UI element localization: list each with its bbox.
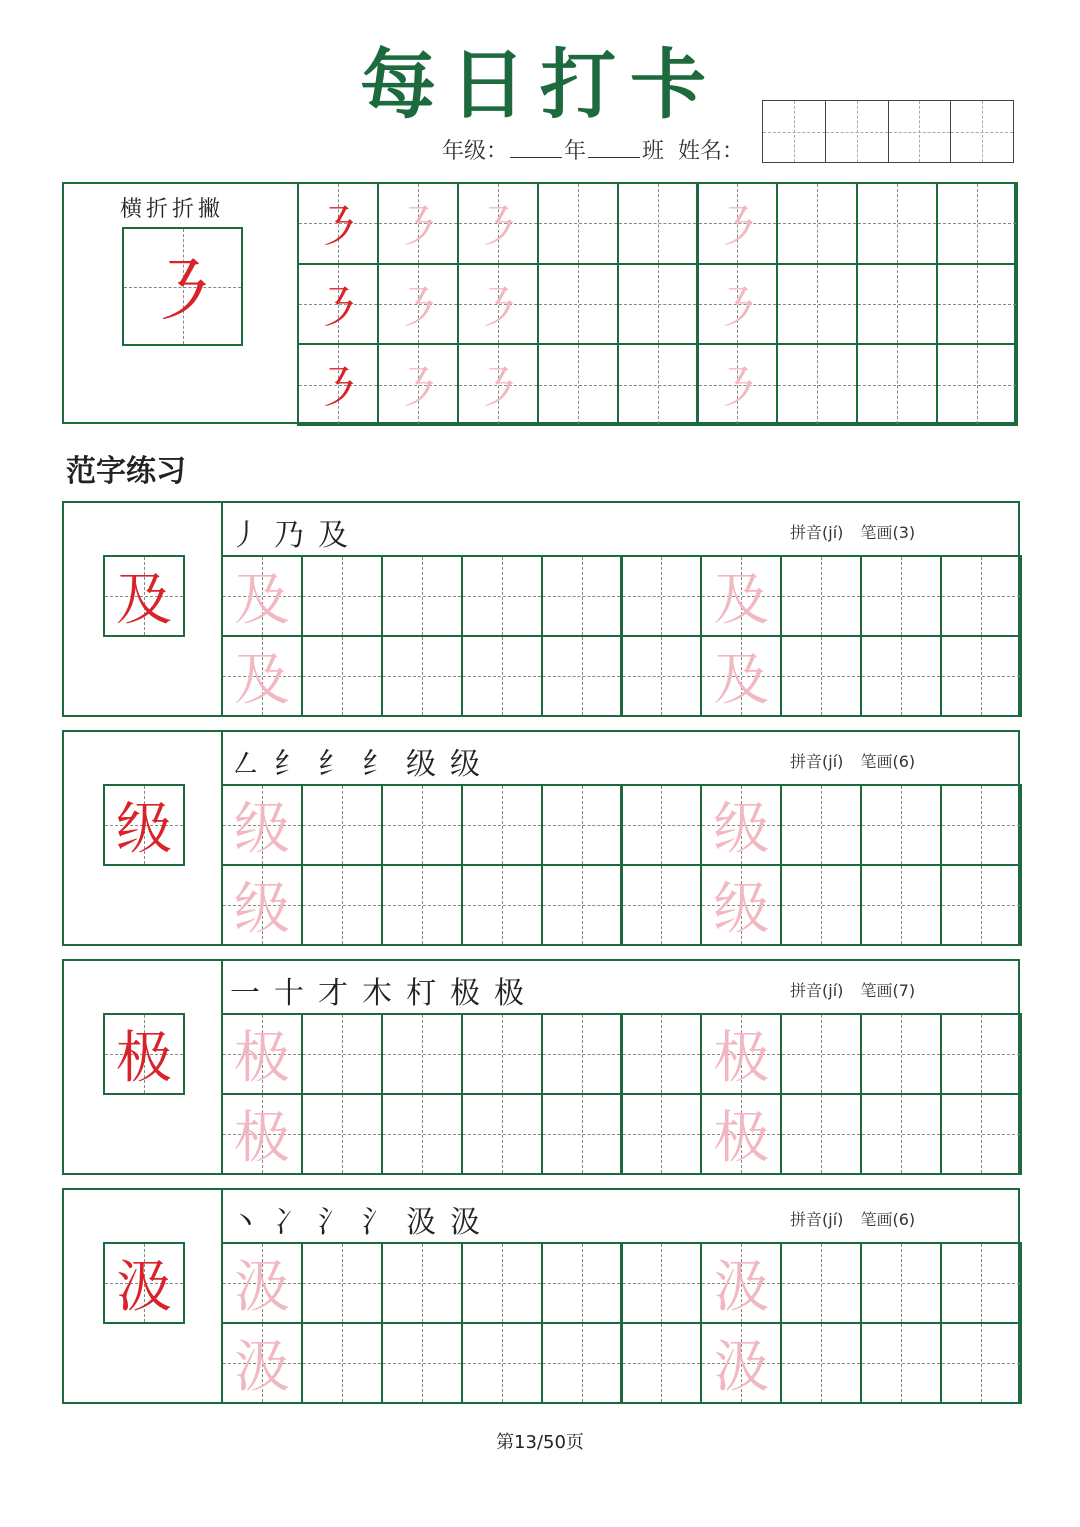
pinyin-label: 拼音(jí)	[790, 1210, 844, 1229]
character-practice-cell[interactable]	[780, 555, 862, 637]
character-practice-cell[interactable]	[860, 555, 942, 637]
character-practice-cell[interactable]	[221, 635, 303, 717]
stroke-practice-cell[interactable]	[377, 263, 459, 346]
stroke-order-step: 级	[450, 747, 480, 782]
trace-glyph: 汲	[713, 1255, 770, 1320]
pinyin-strokes-info	[790, 520, 915, 543]
character-practice-cell[interactable]	[381, 784, 463, 866]
stroke-practice-cell[interactable]	[377, 343, 459, 426]
character-practice-cell[interactable]	[780, 864, 862, 946]
stroke-count-label: 笔画(3)	[855, 523, 916, 542]
character-practice-cell[interactable]	[381, 1093, 463, 1175]
character-practice-cell[interactable]	[301, 1242, 383, 1324]
stroke-order-sequence	[230, 739, 494, 783]
character-practice-cell[interactable]	[301, 555, 383, 637]
page-number: 第13/50页	[496, 1432, 584, 1453]
stroke-practice-cell[interactable]	[936, 343, 1018, 426]
stroke-order-step: ㇜	[230, 747, 260, 782]
character-practice-cell[interactable]	[940, 1093, 1022, 1175]
trace-glyph: 汲	[233, 1255, 290, 1320]
character-practice-cell[interactable]	[621, 555, 703, 637]
trace-glyph: ㇋	[713, 280, 762, 337]
character-practice-cell[interactable]	[461, 784, 543, 866]
trace-glyph: 级	[233, 877, 290, 942]
character-practice-cell[interactable]	[381, 864, 463, 946]
character-practice-cell[interactable]	[621, 635, 703, 717]
character-practice-cell[interactable]	[301, 864, 383, 946]
character-practice-cell[interactable]	[221, 1093, 303, 1175]
name-box-cell[interactable]	[763, 101, 826, 162]
class-suffix: 班	[642, 139, 665, 164]
grade-label: 年级：	[442, 139, 509, 164]
stroke-practice-cell[interactable]	[537, 263, 619, 346]
character-practice-cell[interactable]	[621, 784, 703, 866]
character-practice-cell[interactable]	[700, 555, 782, 637]
model-character: 极	[116, 1026, 172, 1091]
character-practice-cell[interactable]	[221, 864, 303, 946]
stroke-order-step: 极	[450, 976, 480, 1011]
character-practice-cell[interactable]	[860, 1013, 942, 1095]
name-box-cell[interactable]	[889, 101, 952, 162]
character-practice-cell[interactable]	[461, 1242, 543, 1324]
model-character-box	[103, 784, 185, 866]
stroke-practice-cell[interactable]	[776, 343, 858, 426]
character-practice-cell[interactable]	[940, 635, 1022, 717]
stroke-order-step: 一	[230, 976, 260, 1011]
stroke-practice-cell[interactable]	[697, 263, 779, 346]
stroke-order-step: 极	[494, 976, 524, 1011]
character-practice-cell[interactable]	[700, 635, 782, 717]
character-practice-cell[interactable]	[301, 784, 383, 866]
character-practice-cell[interactable]	[461, 864, 543, 946]
trace-glyph: ㇋	[313, 361, 362, 418]
trace-glyph: 级	[233, 797, 290, 862]
character-practice-cell[interactable]	[780, 1322, 862, 1404]
pinyin-label: 拼音(jí)	[790, 752, 844, 771]
trace-glyph: ㇋	[713, 361, 762, 418]
character-practice-cell[interactable]	[461, 1322, 543, 1404]
character-practice-cell[interactable]	[221, 555, 303, 637]
stroke-order-step: 汲	[450, 1205, 480, 1240]
trace-glyph: ㇋	[393, 280, 442, 337]
stroke-order-step: 纟	[362, 747, 392, 782]
stroke-practice-cell[interactable]	[856, 263, 938, 346]
character-practice-cell[interactable]	[621, 1093, 703, 1175]
character-practice-cell[interactable]	[860, 864, 942, 946]
name-box-cell[interactable]	[826, 101, 889, 162]
trace-glyph: 级	[713, 797, 770, 862]
stroke-practice-cell[interactable]	[457, 263, 539, 346]
section-title: 范字练习	[66, 454, 186, 489]
pinyin-strokes-info	[790, 749, 915, 772]
trace-glyph: ㇋	[313, 199, 362, 256]
stroke-count-label: 笔画(6)	[855, 1210, 916, 1229]
character-practice-cell[interactable]	[780, 1242, 862, 1324]
trace-glyph: 级	[713, 877, 770, 942]
character-practice-cell[interactable]	[621, 1242, 703, 1324]
stroke-count-label: 笔画(6)	[855, 752, 916, 771]
character-practice-cell[interactable]	[221, 784, 303, 866]
trace-glyph: ㇋	[393, 361, 442, 418]
stroke-practice-cell[interactable]	[776, 263, 858, 346]
model-character: 汲	[116, 1255, 172, 1320]
stroke-order-step: 朾	[406, 976, 436, 1011]
character-practice-cell[interactable]	[381, 1242, 463, 1324]
name-box-cell[interactable]	[951, 101, 1013, 162]
stroke-order-step: 才	[318, 976, 348, 1011]
character-practice-cell[interactable]	[541, 1013, 623, 1095]
stroke-practice-cell[interactable]	[617, 182, 699, 265]
trace-glyph: ㇋	[473, 280, 522, 337]
trace-glyph: ㇋	[393, 199, 442, 256]
trace-glyph: ㇋	[713, 199, 762, 256]
trace-glyph: 及	[233, 648, 290, 713]
trace-glyph: 汲	[233, 1335, 290, 1400]
stroke-example-glyph: ㇋	[145, 249, 220, 336]
character-practice-cell[interactable]	[461, 1093, 543, 1175]
character-practice-cell[interactable]	[541, 784, 623, 866]
student-info-line	[442, 134, 744, 165]
character-practice-cell[interactable]	[860, 1242, 942, 1324]
stroke-practice-cell[interactable]	[537, 182, 619, 265]
character-practice-cell[interactable]	[940, 784, 1022, 866]
stroke-name: 横折折撇	[120, 197, 225, 222]
grade-blank[interactable]	[510, 139, 562, 158]
character-practice-cell[interactable]	[940, 1322, 1022, 1404]
stroke-practice-cell[interactable]	[936, 182, 1018, 265]
character-practice-cell[interactable]	[381, 555, 463, 637]
character-practice-cell[interactable]	[381, 1013, 463, 1095]
stroke-count-label: 笔画(7)	[855, 981, 916, 1000]
character-practice-cell[interactable]	[301, 1013, 383, 1095]
trace-glyph: 汲	[713, 1335, 770, 1400]
character-practice-cell[interactable]	[621, 1322, 703, 1404]
trace-glyph: 及	[713, 648, 770, 713]
character-practice-cell[interactable]	[940, 864, 1022, 946]
stroke-order-sequence	[230, 968, 538, 1012]
stroke-practice-cell[interactable]	[297, 263, 379, 346]
trace-glyph: 极	[713, 1026, 770, 1091]
character-practice-cell[interactable]	[221, 1322, 303, 1404]
stroke-order-sequence	[230, 1197, 494, 1241]
stroke-practice-cell[interactable]	[617, 263, 699, 346]
character-practice-cell[interactable]	[700, 784, 782, 866]
trace-glyph: 极	[233, 1026, 290, 1091]
model-character-box	[103, 1013, 185, 1095]
pinyin-strokes-info	[790, 978, 915, 1001]
model-character: 级	[116, 797, 172, 862]
character-practice-cell[interactable]	[860, 635, 942, 717]
character-practice-cell[interactable]	[940, 555, 1022, 637]
stroke-practice-cell[interactable]	[697, 182, 779, 265]
year-suffix: 年	[564, 139, 587, 164]
character-practice-cell[interactable]	[860, 784, 942, 866]
name-label: 姓名：	[678, 139, 745, 164]
character-practice-cell[interactable]	[461, 635, 543, 717]
stroke-practice-cell[interactable]	[697, 343, 779, 426]
stroke-order-step: 纟	[274, 747, 304, 782]
stroke-practice-cell[interactable]	[457, 343, 539, 426]
character-practice-cell[interactable]	[381, 1322, 463, 1404]
character-practice-cell[interactable]	[780, 1093, 862, 1175]
stroke-order-step: 乃	[274, 518, 304, 553]
stroke-order-step: 级	[406, 747, 436, 782]
stroke-order-step: 丶	[230, 1205, 260, 1240]
character-practice-cell[interactable]	[381, 635, 463, 717]
model-character-box	[103, 1242, 185, 1324]
character-practice-cell[interactable]	[940, 1242, 1022, 1324]
character-practice-cell[interactable]	[301, 635, 383, 717]
stroke-order-step: 冫	[274, 1205, 304, 1240]
page-title: 每日打卡	[360, 40, 720, 129]
character-practice-cell[interactable]	[221, 1242, 303, 1324]
character-practice-cell[interactable]	[780, 1013, 862, 1095]
character-practice-cell[interactable]	[541, 864, 623, 946]
character-practice-cell[interactable]	[621, 1013, 703, 1095]
model-character: 及	[116, 568, 172, 633]
stroke-practice-cell[interactable]	[377, 182, 459, 265]
stroke-order-step: 汲	[406, 1205, 436, 1240]
character-practice-cell[interactable]	[301, 1093, 383, 1175]
character-practice-cell[interactable]	[700, 1322, 782, 1404]
stroke-practice-cell[interactable]	[617, 343, 699, 426]
character-practice-cell[interactable]	[621, 864, 703, 946]
trace-glyph: 极	[233, 1106, 290, 1171]
stroke-order-step: 氵	[362, 1205, 392, 1240]
character-practice-cell[interactable]	[940, 1013, 1022, 1095]
character-practice-cell[interactable]	[461, 555, 543, 637]
pinyin-strokes-info	[790, 1207, 915, 1230]
character-practice-cell[interactable]	[541, 555, 623, 637]
character-practice-cell[interactable]	[301, 1322, 383, 1404]
stroke-practice-cell[interactable]	[297, 343, 379, 426]
character-practice-cell[interactable]	[700, 1242, 782, 1324]
stroke-order-step: 丿	[230, 518, 260, 553]
character-practice-cell[interactable]	[541, 1093, 623, 1175]
stroke-practice-cell[interactable]	[457, 182, 539, 265]
character-practice-cell[interactable]	[541, 1322, 623, 1404]
stroke-example-box	[122, 227, 243, 346]
stroke-practice-cell[interactable]	[776, 182, 858, 265]
trace-glyph: ㇋	[313, 280, 362, 337]
character-practice-cell[interactable]	[700, 864, 782, 946]
trace-glyph: 及	[233, 568, 290, 633]
model-character-box	[103, 555, 185, 637]
stroke-practice-cell[interactable]	[856, 343, 938, 426]
character-practice-cell[interactable]	[221, 1013, 303, 1095]
stroke-order-sequence	[230, 510, 362, 554]
pinyin-label: 拼音(jí)	[790, 981, 844, 1000]
class-blank[interactable]	[588, 139, 640, 158]
stroke-order-step: 及	[318, 518, 348, 553]
trace-glyph: 极	[713, 1106, 770, 1171]
character-practice-cell[interactable]	[780, 635, 862, 717]
character-practice-cell[interactable]	[461, 1013, 543, 1095]
stroke-practice-cell[interactable]	[297, 182, 379, 265]
stroke-order-step: 纟	[318, 747, 348, 782]
character-practice-cell[interactable]	[700, 1093, 782, 1175]
stroke-practice-cell[interactable]	[936, 263, 1018, 346]
trace-glyph: ㇋	[473, 361, 522, 418]
character-practice-cell[interactable]	[541, 635, 623, 717]
character-practice-cell[interactable]	[860, 1093, 942, 1175]
character-practice-cell[interactable]	[860, 1322, 942, 1404]
trace-glyph: 及	[713, 568, 770, 633]
stroke-order-step: 氵	[318, 1205, 348, 1240]
stroke-practice-cell[interactable]	[537, 343, 619, 426]
stroke-order-step: 木	[362, 976, 392, 1011]
stroke-order-step: 十	[274, 976, 304, 1011]
name-writing-boxes[interactable]	[762, 100, 1014, 163]
character-practice-cell[interactable]	[780, 784, 862, 866]
stroke-practice-cell[interactable]	[856, 182, 938, 265]
character-practice-cell[interactable]	[541, 1242, 623, 1324]
character-practice-cell[interactable]	[700, 1013, 782, 1095]
trace-glyph: ㇋	[473, 199, 522, 256]
pinyin-label: 拼音(jí)	[790, 523, 844, 542]
